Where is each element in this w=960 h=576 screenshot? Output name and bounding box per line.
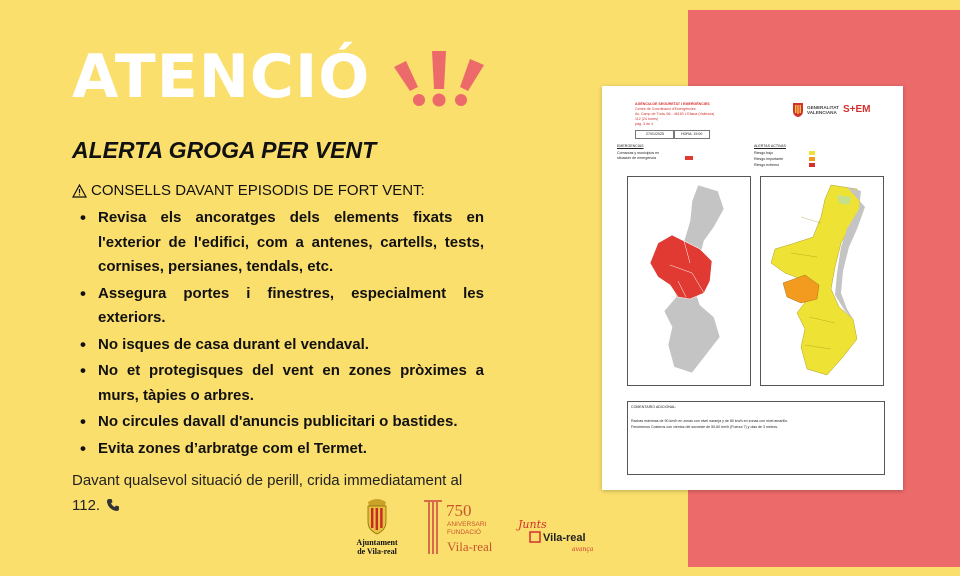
list-item: • No circules davall d'anuncis publicitari o bastides. [74, 410, 484, 435]
sponsor-logos [350, 496, 610, 562]
junts-tag: avança [572, 546, 594, 553]
gva-line2: VALENCIANA [807, 110, 837, 115]
junts-name: Vila-real [543, 532, 586, 544]
doc-agency-line2: Centre de Coordinació d'Emergències [635, 107, 696, 111]
comment-title: COMENTARIO ADICIONAL: [631, 405, 677, 409]
comment-line1: Rachas máximas de 90 km/h en zonas con nivel naranja y de 80 km/h en zonas con nivel amarillo. [631, 419, 789, 423]
exclamation-marks-icon [388, 47, 492, 111]
title-row [72, 42, 492, 112]
list-item: • No et protegisques del vent en zones pròximes a murs, tàpies o arbres. [74, 359, 484, 408]
alert-mid-swatch [809, 157, 815, 161]
fundacio-750-logo [424, 500, 493, 554]
sem-logo: S+EM [843, 104, 871, 115]
junts-vila-real-logo [516, 518, 594, 553]
fundacio-line2: FUNDACIÓ [447, 529, 481, 536]
fundacio-number: 750 [446, 501, 472, 520]
doc-agency-line1: AGÈNCIA DE SEGURETAT I EMERGÈNCIES [635, 102, 710, 106]
alert-levels-map [760, 176, 884, 386]
doc-date: 27/01/2025 [635, 130, 675, 139]
ajuntament-line2: de Vila-real [357, 547, 397, 556]
doc-hour: HORA: 19:00 [673, 130, 710, 139]
doc-agency-line5: pàg. 3 de 4 [635, 122, 653, 126]
tips-list [74, 206, 484, 463]
fundacio-line3: Vila-real [447, 539, 493, 554]
alert-high-swatch [809, 163, 815, 167]
emergency-map [627, 176, 751, 386]
doc-agency-line3: Av. Camp de Túria, 66 - 46183 L'Eliana (València) [635, 112, 715, 116]
ajuntament-line1: Ajuntament [356, 538, 398, 547]
fundacio-line1: ANIVERSARI [447, 521, 487, 528]
alert-low-label: Riesgo bajo [754, 151, 773, 155]
emergency-call-label: Davant qualsevol situació de perill, crida immediatament al 112. [72, 472, 463, 514]
gva-line1: GENERALITAT [807, 105, 839, 110]
alert-low-swatch [809, 151, 815, 155]
gva-shield-icon [792, 102, 804, 118]
list-item: • No isques de casa durant el vendaval. [74, 333, 484, 358]
emergencies-desc-line2: situación de emergencia [617, 156, 656, 160]
list-item: • Assegura portes i finestres, especialment les exteriors. [74, 282, 484, 331]
phone-icon [106, 498, 120, 512]
emergencies-title: EMERGENCIAS [617, 144, 644, 148]
ajuntament-vila-real-logo [356, 499, 398, 556]
emergency-map-graphic [628, 177, 752, 387]
emergencies-desc-line1: Comarcas y municipios en [617, 151, 660, 155]
alerts-title: ALERTAS ACTIVAS [754, 144, 786, 148]
doc-agency-line4: 112 (24 hores) [635, 117, 659, 121]
page-title: ATENCIÓ [72, 42, 371, 112]
comment-box [627, 401, 885, 475]
junts-script: Junts [518, 518, 547, 531]
alert-bulletin-document [602, 86, 903, 490]
alert-subtitle: ALERTA GROGA PER VENT [72, 137, 377, 163]
tips-heading-text: CONSELLS DAVANT EPISODIS DE FORT VENT: [91, 182, 425, 199]
warning-icon [72, 184, 87, 198]
alert-levels-map-graphic [761, 177, 885, 387]
alert-high-label: Riesgo extremo [754, 163, 780, 167]
list-item: • Evita zones d’arbratge com el Termet. [74, 437, 484, 462]
list-item: • Revisa els ancoratges dels elements fixats en l'exterior de l'edifici, com a antenes, cartells, tests, cornises, persianes, tendals, etc. [74, 206, 484, 280]
comment-line2: Fenómenos Costeros con vientos del suroeste de 50-60 km/h (Fuerza 7) y olas de 3 metros. [631, 425, 779, 429]
tips-heading [72, 182, 425, 199]
emergency-swatch [685, 156, 693, 160]
alert-mid-label: Riesgo importante [754, 157, 784, 161]
